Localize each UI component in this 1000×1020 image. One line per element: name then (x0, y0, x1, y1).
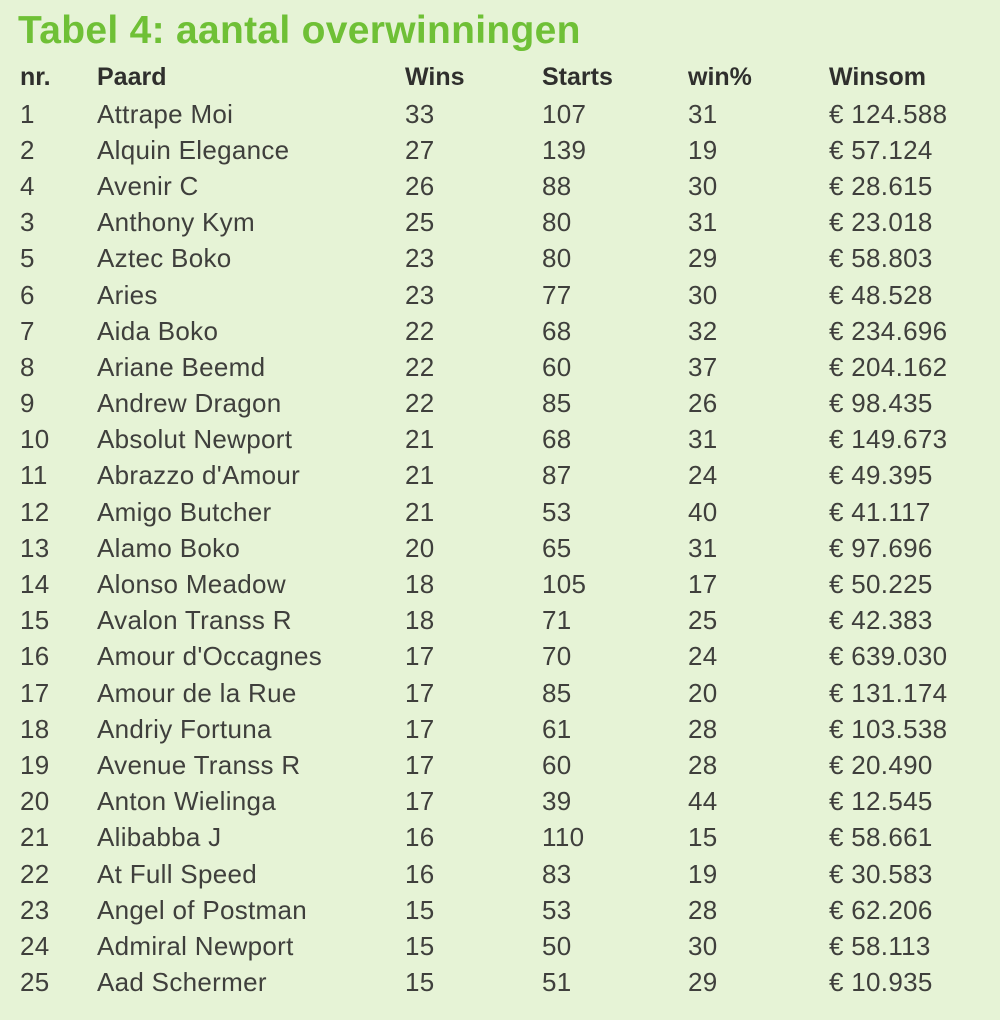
cell-paard: Anthony Kym (97, 207, 255, 238)
cell-paard: Alonso Meadow (97, 569, 286, 600)
cell-wins: 26 (405, 170, 435, 201)
table-row (0, 639, 1000, 675)
cell-starts: 68 (542, 315, 572, 346)
cell-starts: 139 (542, 134, 587, 165)
cell-win-pct: 24 (688, 641, 718, 672)
cell-win-pct: 17 (688, 569, 718, 600)
cell-winsom: € 30.583 (829, 858, 933, 889)
cell-nr: 14 (20, 569, 50, 600)
table-row (0, 530, 1000, 566)
cell-starts: 71 (542, 605, 572, 636)
cell-paard: Aad Schermer (97, 967, 267, 998)
cell-paard: Alamo Boko (97, 532, 241, 563)
cell-nr: 25 (20, 967, 50, 998)
cell-paard: Attrape Moi (97, 98, 234, 129)
cell-wins: 16 (405, 822, 435, 853)
table-row (0, 241, 1000, 277)
cell-nr: 21 (20, 822, 50, 853)
cell-winsom: € 48.528 (829, 279, 933, 310)
cell-nr: 10 (20, 424, 50, 455)
cell-wins: 23 (405, 279, 435, 310)
cell-win-pct: 28 (688, 894, 718, 925)
cell-wins: 21 (405, 460, 435, 491)
header-wins: Wins (405, 62, 465, 91)
cell-paard: Admiral Newport (97, 930, 294, 961)
cell-wins: 15 (405, 894, 435, 925)
cell-starts: 65 (542, 532, 572, 563)
cell-win-pct: 31 (688, 207, 718, 238)
table-row (0, 96, 1000, 132)
cell-win-pct: 19 (688, 134, 718, 165)
table-row (0, 277, 1000, 313)
cell-paard: Amour de la Rue (97, 677, 297, 708)
cell-win-pct: 40 (688, 496, 718, 527)
cell-wins: 17 (405, 749, 435, 780)
cell-wins: 22 (405, 351, 435, 382)
cell-win-pct: 30 (688, 170, 718, 201)
cell-starts: 80 (542, 207, 572, 238)
cell-winsom: € 58.803 (829, 243, 933, 274)
cell-wins: 16 (405, 858, 435, 889)
cell-wins: 33 (405, 98, 435, 129)
cell-nr: 18 (20, 713, 50, 744)
cell-wins: 17 (405, 677, 435, 708)
cell-starts: 105 (542, 569, 587, 600)
cell-wins: 18 (405, 605, 435, 636)
table-row (0, 458, 1000, 494)
cell-winsom: € 103.538 (829, 713, 948, 744)
cell-winsom: € 49.395 (829, 460, 933, 491)
table-body (0, 96, 1000, 1001)
cell-wins: 20 (405, 532, 435, 563)
cell-starts: 85 (542, 388, 572, 419)
cell-win-pct: 29 (688, 967, 718, 998)
cell-nr: 8 (20, 351, 35, 382)
cell-wins: 15 (405, 930, 435, 961)
cell-paard: Alibabba J (97, 822, 222, 853)
cell-winsom: € 50.225 (829, 569, 933, 600)
cell-nr: 19 (20, 749, 50, 780)
cell-wins: 15 (405, 967, 435, 998)
wins-table (0, 58, 1000, 1001)
cell-wins: 17 (405, 713, 435, 744)
table-row (0, 494, 1000, 530)
cell-win-pct: 31 (688, 532, 718, 563)
cell-winsom: € 639.030 (829, 641, 948, 672)
cell-starts: 60 (542, 749, 572, 780)
cell-starts: 39 (542, 786, 572, 817)
cell-nr: 20 (20, 786, 50, 817)
cell-wins: 22 (405, 315, 435, 346)
cell-win-pct: 26 (688, 388, 718, 419)
cell-win-pct: 24 (688, 460, 718, 491)
cell-wins: 17 (405, 641, 435, 672)
table-row (0, 349, 1000, 385)
header-win-pct: win% (688, 62, 752, 91)
cell-starts: 70 (542, 641, 572, 672)
table-row (0, 928, 1000, 964)
table-row (0, 132, 1000, 168)
cell-paard: At Full Speed (97, 858, 257, 889)
cell-win-pct: 28 (688, 749, 718, 780)
cell-paard: Alquin Elegance (97, 134, 290, 165)
cell-paard: Amigo Butcher (97, 496, 272, 527)
cell-wins: 17 (405, 786, 435, 817)
cell-starts: 68 (542, 424, 572, 455)
cell-paard: Avenue Transs R (97, 749, 301, 780)
cell-starts: 83 (542, 858, 572, 889)
table-row (0, 784, 1000, 820)
cell-winsom: € 58.661 (829, 822, 933, 853)
cell-paard: Andrew Dragon (97, 388, 282, 419)
cell-nr: 2 (20, 134, 35, 165)
cell-win-pct: 30 (688, 279, 718, 310)
cell-starts: 107 (542, 98, 587, 129)
cell-nr: 9 (20, 388, 35, 419)
table-row (0, 313, 1000, 349)
cell-nr: 23 (20, 894, 50, 925)
table-header (0, 58, 1000, 96)
cell-winsom: € 57.124 (829, 134, 933, 165)
cell-nr: 22 (20, 858, 50, 889)
cell-winsom: € 10.935 (829, 967, 933, 998)
cell-winsom: € 131.174 (829, 677, 948, 708)
table-title: Tabel 4: aantal overwinningen (18, 9, 581, 52)
table-row (0, 205, 1000, 241)
cell-wins: 25 (405, 207, 435, 238)
cell-nr: 6 (20, 279, 35, 310)
cell-starts: 85 (542, 677, 572, 708)
cell-paard: Absolut Newport (97, 424, 293, 455)
table-row (0, 965, 1000, 1001)
table-row (0, 168, 1000, 204)
cell-nr: 11 (20, 460, 48, 491)
cell-win-pct: 31 (688, 424, 718, 455)
table-row (0, 747, 1000, 783)
cell-paard: Andriy Fortuna (97, 713, 272, 744)
cell-win-pct: 32 (688, 315, 718, 346)
cell-nr: 5 (20, 243, 35, 274)
cell-win-pct: 28 (688, 713, 718, 744)
cell-nr: 13 (20, 532, 50, 563)
cell-starts: 53 (542, 894, 572, 925)
cell-wins: 27 (405, 134, 435, 165)
cell-winsom: € 28.615 (829, 170, 933, 201)
cell-win-pct: 30 (688, 930, 718, 961)
table-row (0, 566, 1000, 602)
table-row (0, 711, 1000, 747)
table-row (0, 892, 1000, 928)
cell-paard: Amour d'Occagnes (97, 641, 323, 672)
header-starts: Starts (542, 62, 613, 91)
cell-paard: Anton Wielinga (97, 786, 277, 817)
cell-win-pct: 25 (688, 605, 718, 636)
table-row (0, 820, 1000, 856)
cell-nr: 16 (20, 641, 50, 672)
cell-winsom: € 149.673 (829, 424, 948, 455)
cell-win-pct: 31 (688, 98, 718, 129)
cell-winsom: € 42.383 (829, 605, 933, 636)
cell-nr: 17 (20, 677, 50, 708)
cell-winsom: € 12.545 (829, 786, 933, 817)
table-row (0, 856, 1000, 892)
cell-paard: Aida Boko (97, 315, 219, 346)
table-row (0, 386, 1000, 422)
cell-winsom: € 204.162 (829, 351, 948, 382)
cell-win-pct: 29 (688, 243, 718, 274)
cell-wins: 21 (405, 496, 435, 527)
cell-starts: 80 (542, 243, 572, 274)
cell-win-pct: 19 (688, 858, 718, 889)
cell-wins: 18 (405, 569, 435, 600)
cell-winsom: € 41.117 (829, 496, 931, 527)
cell-starts: 87 (542, 460, 572, 491)
cell-starts: 77 (542, 279, 572, 310)
cell-winsom: € 97.696 (829, 532, 933, 563)
cell-nr: 15 (20, 605, 50, 636)
cell-wins: 21 (405, 424, 435, 455)
cell-wins: 22 (405, 388, 435, 419)
cell-starts: 53 (542, 496, 572, 527)
cell-winsom: € 234.696 (829, 315, 948, 346)
cell-starts: 60 (542, 351, 572, 382)
table-row (0, 422, 1000, 458)
cell-winsom: € 62.206 (829, 894, 933, 925)
cell-paard: Avalon Transs R (97, 605, 292, 636)
header-row (0, 58, 1000, 96)
cell-paard: Avenir C (97, 170, 199, 201)
cell-wins: 23 (405, 243, 435, 274)
cell-winsom: € 20.490 (829, 749, 933, 780)
cell-paard: Aztec Boko (97, 243, 232, 274)
cell-winsom: € 98.435 (829, 388, 933, 419)
cell-win-pct: 15 (688, 822, 718, 853)
cell-paard: Ariane Beemd (97, 351, 266, 382)
cell-win-pct: 37 (688, 351, 718, 382)
cell-starts: 51 (542, 967, 572, 998)
header-nr: nr. (20, 62, 51, 91)
cell-nr: 7 (20, 315, 35, 346)
cell-win-pct: 20 (688, 677, 718, 708)
cell-nr: 24 (20, 930, 50, 961)
cell-nr: 12 (20, 496, 50, 527)
cell-win-pct: 44 (688, 786, 718, 817)
cell-winsom: € 124.588 (829, 98, 948, 129)
cell-paard: Abrazzo d'Amour (97, 460, 301, 491)
cell-nr: 1 (20, 98, 35, 129)
cell-nr: 4 (20, 170, 35, 201)
header-winsom: Winsom (829, 62, 926, 91)
table-row (0, 603, 1000, 639)
cell-winsom: € 23.018 (829, 207, 933, 238)
cell-nr: 3 (20, 207, 35, 238)
cell-starts: 50 (542, 930, 572, 961)
cell-paard: Aries (97, 279, 158, 310)
cell-starts: 61 (542, 713, 572, 744)
cell-starts: 110 (542, 822, 585, 853)
header-paard: Paard (97, 62, 167, 91)
cell-paard: Angel of Postman (97, 894, 308, 925)
table-row (0, 675, 1000, 711)
cell-starts: 88 (542, 170, 572, 201)
cell-winsom: € 58.113 (829, 930, 931, 961)
